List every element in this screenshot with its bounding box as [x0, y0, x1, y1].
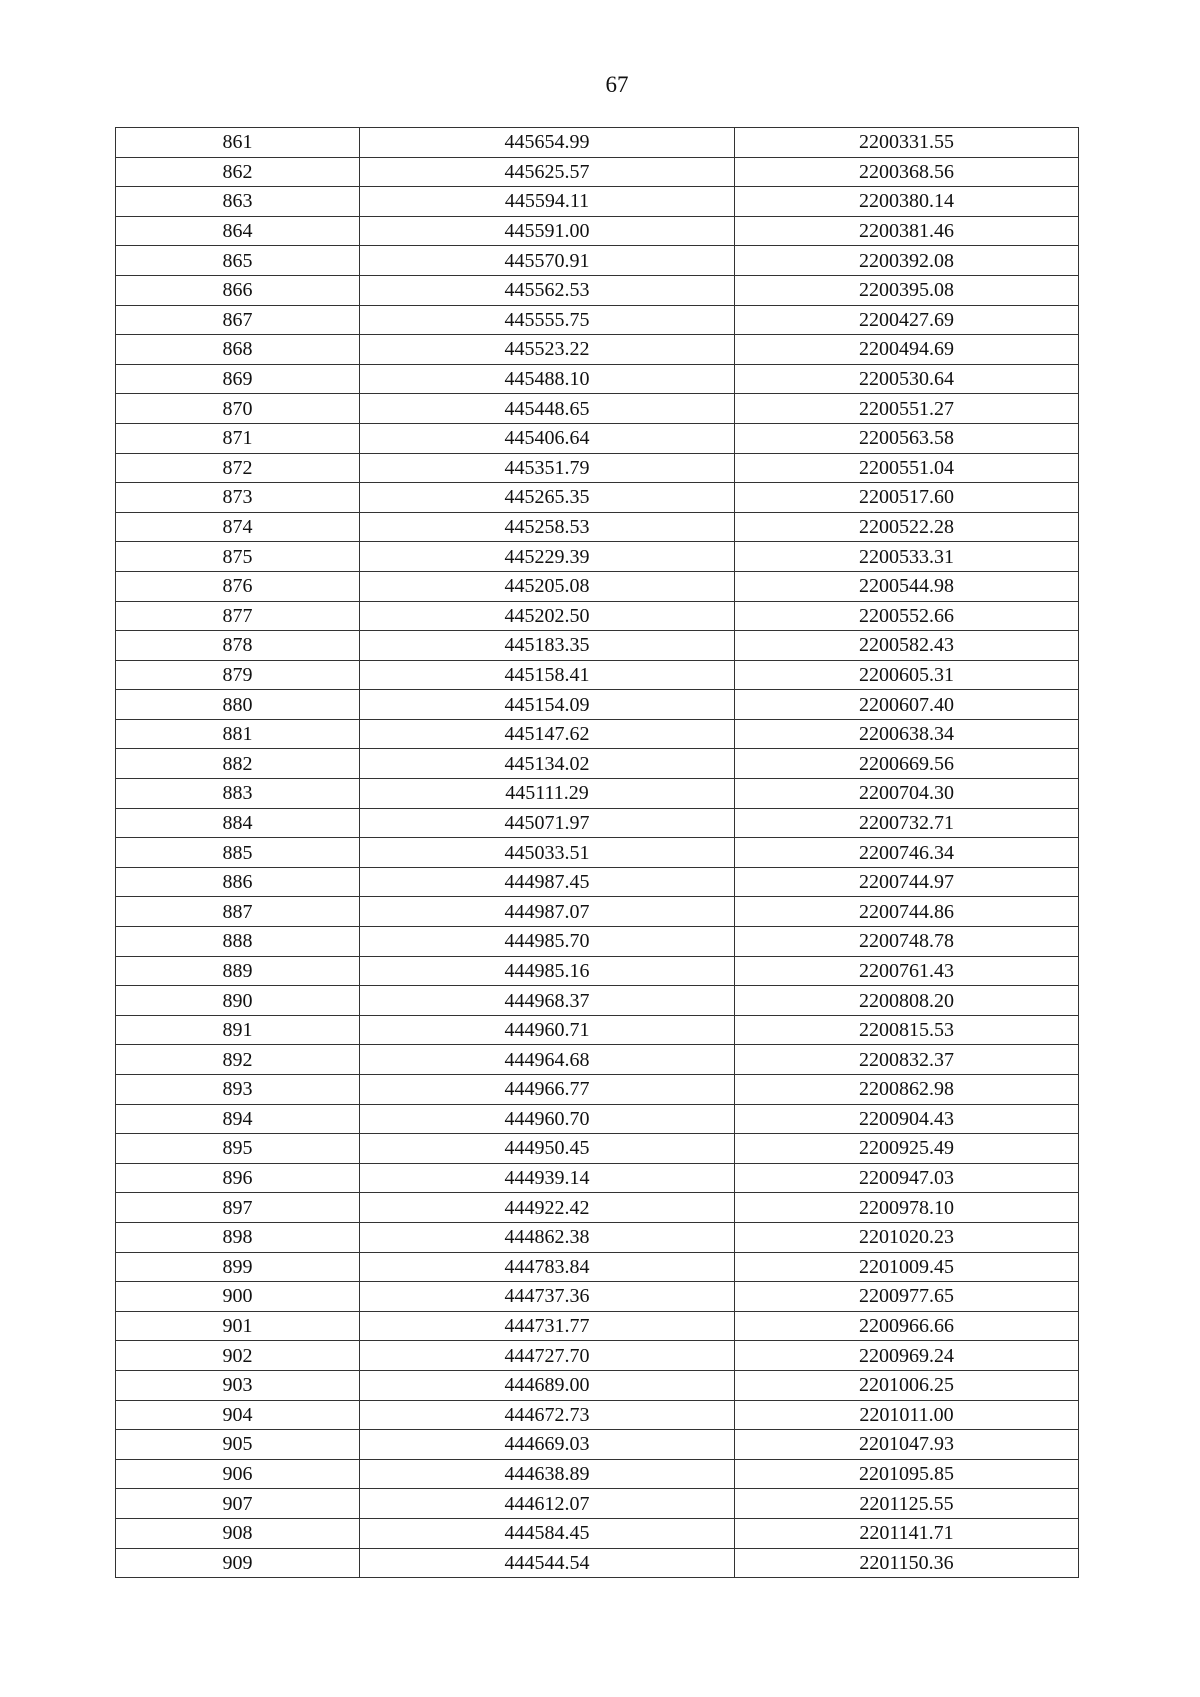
y-coordinate-cell: 2201006.25: [735, 1370, 1079, 1400]
table-row: [116, 749, 1079, 779]
table-row: [116, 483, 1079, 513]
x-coordinate-cell: 445591.00: [360, 216, 735, 246]
x-coordinate-cell: 444737.36: [360, 1282, 735, 1312]
point-number-cell: 886: [116, 867, 360, 897]
table-row: [116, 394, 1079, 424]
table-row: [116, 1430, 1079, 1460]
y-coordinate-cell: 2200552.66: [735, 601, 1079, 631]
point-number-cell: 902: [116, 1341, 360, 1371]
y-coordinate-cell: 2200704.30: [735, 779, 1079, 809]
table-row: [116, 1548, 1079, 1578]
x-coordinate-cell: 444968.37: [360, 986, 735, 1016]
x-coordinate-cell: 444612.07: [360, 1489, 735, 1519]
y-coordinate-cell: 2200732.71: [735, 808, 1079, 838]
y-coordinate-cell: 2200530.64: [735, 364, 1079, 394]
point-number-cell: 899: [116, 1252, 360, 1282]
y-coordinate-cell: 2201020.23: [735, 1222, 1079, 1252]
y-coordinate-cell: 2200494.69: [735, 335, 1079, 365]
x-coordinate-cell: 444985.70: [360, 927, 735, 957]
x-coordinate-cell: 445134.02: [360, 749, 735, 779]
table-row: [116, 1400, 1079, 1430]
x-coordinate-cell: 444584.45: [360, 1518, 735, 1548]
point-number-cell: 878: [116, 631, 360, 661]
table-row: [116, 838, 1079, 868]
coordinates-table-body: [116, 128, 1079, 1578]
y-coordinate-cell: 2200582.43: [735, 631, 1079, 661]
y-coordinate-cell: 2200966.66: [735, 1311, 1079, 1341]
y-coordinate-cell: 2200331.55: [735, 128, 1079, 158]
x-coordinate-cell: 445183.35: [360, 631, 735, 661]
y-coordinate-cell: 2200563.58: [735, 423, 1079, 453]
x-coordinate-cell: 445523.22: [360, 335, 735, 365]
point-number-cell: 863: [116, 187, 360, 217]
x-coordinate-cell: 445448.65: [360, 394, 735, 424]
point-number-cell: 873: [116, 483, 360, 513]
y-coordinate-cell: 2200522.28: [735, 512, 1079, 542]
x-coordinate-cell: 444783.84: [360, 1252, 735, 1282]
point-number-cell: 908: [116, 1518, 360, 1548]
y-coordinate-cell: 2200551.27: [735, 394, 1079, 424]
table-row: [116, 1193, 1079, 1223]
point-number-cell: 864: [116, 216, 360, 246]
x-coordinate-cell: 444669.03: [360, 1430, 735, 1460]
x-coordinate-cell: 444966.77: [360, 1075, 735, 1105]
table-row: [116, 305, 1079, 335]
y-coordinate-cell: 2200381.46: [735, 216, 1079, 246]
table-row: [116, 571, 1079, 601]
y-coordinate-cell: 2200904.43: [735, 1104, 1079, 1134]
y-coordinate-cell: 2201009.45: [735, 1252, 1079, 1282]
x-coordinate-cell: 445229.39: [360, 542, 735, 572]
y-coordinate-cell: 2200862.98: [735, 1075, 1079, 1105]
table-row: [116, 364, 1079, 394]
x-coordinate-cell: 444731.77: [360, 1311, 735, 1341]
table-row: [116, 660, 1079, 690]
x-coordinate-cell: 444544.54: [360, 1548, 735, 1578]
point-number-cell: 903: [116, 1370, 360, 1400]
x-coordinate-cell: 444939.14: [360, 1163, 735, 1193]
table-row: [116, 956, 1079, 986]
point-number-cell: 861: [116, 128, 360, 158]
coordinates-table: [115, 127, 1079, 1578]
point-number-cell: 904: [116, 1400, 360, 1430]
table-row: [116, 1341, 1079, 1371]
point-number-cell: 881: [116, 719, 360, 749]
x-coordinate-cell: 445111.29: [360, 779, 735, 809]
table-row: [116, 1518, 1079, 1548]
x-coordinate-cell: 444638.89: [360, 1459, 735, 1489]
point-number-cell: 894: [116, 1104, 360, 1134]
table-row: [116, 719, 1079, 749]
y-coordinate-cell: 2200947.03: [735, 1163, 1079, 1193]
table-row: [116, 1489, 1079, 1519]
coordinates-table-container: [115, 127, 1079, 1578]
y-coordinate-cell: 2200638.34: [735, 719, 1079, 749]
page-number: 67: [605, 72, 629, 97]
point-number-cell: 900: [116, 1282, 360, 1312]
x-coordinate-cell: 445265.35: [360, 483, 735, 513]
x-coordinate-cell: 445594.11: [360, 187, 735, 217]
point-number-cell: 867: [116, 305, 360, 335]
y-coordinate-cell: 2200607.40: [735, 690, 1079, 720]
point-number-cell: 909: [116, 1548, 360, 1578]
y-coordinate-cell: 2200748.78: [735, 927, 1079, 957]
table-row: [116, 1134, 1079, 1164]
point-number-cell: 877: [116, 601, 360, 631]
point-number-cell: 898: [116, 1222, 360, 1252]
y-coordinate-cell: 2201150.36: [735, 1548, 1079, 1578]
point-number-cell: 880: [116, 690, 360, 720]
point-number-cell: 874: [116, 512, 360, 542]
x-coordinate-cell: 445351.79: [360, 453, 735, 483]
point-number-cell: 885: [116, 838, 360, 868]
y-coordinate-cell: 2200533.31: [735, 542, 1079, 572]
table-row: [116, 897, 1079, 927]
table-row: [116, 275, 1079, 305]
table-row: [116, 1459, 1079, 1489]
y-coordinate-cell: 2200761.43: [735, 956, 1079, 986]
point-number-cell: 891: [116, 1015, 360, 1045]
point-number-cell: 883: [116, 779, 360, 809]
y-coordinate-cell: 2200392.08: [735, 246, 1079, 276]
y-coordinate-cell: 2200808.20: [735, 986, 1079, 1016]
x-coordinate-cell: 445071.97: [360, 808, 735, 838]
y-coordinate-cell: 2200978.10: [735, 1193, 1079, 1223]
table-row: [116, 187, 1079, 217]
table-row: [116, 1222, 1079, 1252]
table-row: [116, 1252, 1079, 1282]
table-row: [116, 779, 1079, 809]
x-coordinate-cell: 445202.50: [360, 601, 735, 631]
y-coordinate-cell: 2200380.14: [735, 187, 1079, 217]
table-row: [116, 512, 1079, 542]
x-coordinate-cell: 444689.00: [360, 1370, 735, 1400]
x-coordinate-cell: 444922.42: [360, 1193, 735, 1223]
table-row: [116, 157, 1079, 187]
x-coordinate-cell: 445033.51: [360, 838, 735, 868]
point-number-cell: 907: [116, 1489, 360, 1519]
point-number-cell: 897: [116, 1193, 360, 1223]
y-coordinate-cell: 2200544.98: [735, 571, 1079, 601]
point-number-cell: 879: [116, 660, 360, 690]
y-coordinate-cell: 2201095.85: [735, 1459, 1079, 1489]
y-coordinate-cell: 2200977.65: [735, 1282, 1079, 1312]
table-row: [116, 335, 1079, 365]
point-number-cell: 890: [116, 986, 360, 1016]
table-row: [116, 542, 1079, 572]
y-coordinate-cell: 2201141.71: [735, 1518, 1079, 1548]
point-number-cell: 868: [116, 335, 360, 365]
x-coordinate-cell: 444987.45: [360, 867, 735, 897]
point-number-cell: 906: [116, 1459, 360, 1489]
table-row: [116, 631, 1079, 661]
table-row: [116, 1045, 1079, 1075]
table-row: [116, 927, 1079, 957]
point-number-cell: 901: [116, 1311, 360, 1341]
point-number-cell: 892: [116, 1045, 360, 1075]
y-coordinate-cell: 2200744.97: [735, 867, 1079, 897]
table-row: [116, 808, 1079, 838]
x-coordinate-cell: 445154.09: [360, 690, 735, 720]
table-row: [116, 216, 1079, 246]
point-number-cell: 889: [116, 956, 360, 986]
x-coordinate-cell: 445406.64: [360, 423, 735, 453]
y-coordinate-cell: 2200815.53: [735, 1015, 1079, 1045]
x-coordinate-cell: 445654.99: [360, 128, 735, 158]
table-row: [116, 453, 1079, 483]
x-coordinate-cell: 444964.68: [360, 1045, 735, 1075]
table-row: [116, 423, 1079, 453]
point-number-cell: 887: [116, 897, 360, 927]
x-coordinate-cell: 445158.41: [360, 660, 735, 690]
y-coordinate-cell: 2200517.60: [735, 483, 1079, 513]
table-row: [116, 1015, 1079, 1045]
y-coordinate-cell: 2200605.31: [735, 660, 1079, 690]
x-coordinate-cell: 444960.70: [360, 1104, 735, 1134]
table-row: [116, 128, 1079, 158]
y-coordinate-cell: 2200746.34: [735, 838, 1079, 868]
y-coordinate-cell: 2200368.56: [735, 157, 1079, 187]
x-coordinate-cell: 445205.08: [360, 571, 735, 601]
point-number-cell: 884: [116, 808, 360, 838]
table-row: [116, 246, 1079, 276]
x-coordinate-cell: 444950.45: [360, 1134, 735, 1164]
table-row: [116, 601, 1079, 631]
table-row: [116, 867, 1079, 897]
table-row: [116, 1311, 1079, 1341]
y-coordinate-cell: 2200925.49: [735, 1134, 1079, 1164]
point-number-cell: 888: [116, 927, 360, 957]
x-coordinate-cell: 445570.91: [360, 246, 735, 276]
x-coordinate-cell: 444727.70: [360, 1341, 735, 1371]
y-coordinate-cell: 2200969.24: [735, 1341, 1079, 1371]
point-number-cell: 895: [116, 1134, 360, 1164]
point-number-cell: 872: [116, 453, 360, 483]
y-coordinate-cell: 2201047.93: [735, 1430, 1079, 1460]
x-coordinate-cell: 445625.57: [360, 157, 735, 187]
point-number-cell: 876: [116, 571, 360, 601]
point-number-cell: 893: [116, 1075, 360, 1105]
y-coordinate-cell: 2200395.08: [735, 275, 1079, 305]
point-number-cell: 875: [116, 542, 360, 572]
x-coordinate-cell: 445555.75: [360, 305, 735, 335]
x-coordinate-cell: 444987.07: [360, 897, 735, 927]
point-number-cell: 896: [116, 1163, 360, 1193]
y-coordinate-cell: 2200551.04: [735, 453, 1079, 483]
x-coordinate-cell: 445562.53: [360, 275, 735, 305]
table-row: [116, 986, 1079, 1016]
y-coordinate-cell: 2200832.37: [735, 1045, 1079, 1075]
y-coordinate-cell: 2200744.86: [735, 897, 1079, 927]
point-number-cell: 870: [116, 394, 360, 424]
y-coordinate-cell: 2201011.00: [735, 1400, 1079, 1430]
point-number-cell: 871: [116, 423, 360, 453]
table-row: [116, 1282, 1079, 1312]
point-number-cell: 865: [116, 246, 360, 276]
point-number-cell: 862: [116, 157, 360, 187]
point-number-cell: 882: [116, 749, 360, 779]
table-row: [116, 1370, 1079, 1400]
y-coordinate-cell: 2200427.69: [735, 305, 1079, 335]
x-coordinate-cell: 444960.71: [360, 1015, 735, 1045]
x-coordinate-cell: 444862.38: [360, 1222, 735, 1252]
table-row: [116, 1163, 1079, 1193]
point-number-cell: 869: [116, 364, 360, 394]
table-row: [116, 1104, 1079, 1134]
x-coordinate-cell: 445147.62: [360, 719, 735, 749]
point-number-cell: 866: [116, 275, 360, 305]
x-coordinate-cell: 444985.16: [360, 956, 735, 986]
point-number-cell: 905: [116, 1430, 360, 1460]
x-coordinate-cell: 444672.73: [360, 1400, 735, 1430]
table-row: [116, 1075, 1079, 1105]
y-coordinate-cell: 2200669.56: [735, 749, 1079, 779]
x-coordinate-cell: 445258.53: [360, 512, 735, 542]
table-row: [116, 690, 1079, 720]
x-coordinate-cell: 445488.10: [360, 364, 735, 394]
y-coordinate-cell: 2201125.55: [735, 1489, 1079, 1519]
